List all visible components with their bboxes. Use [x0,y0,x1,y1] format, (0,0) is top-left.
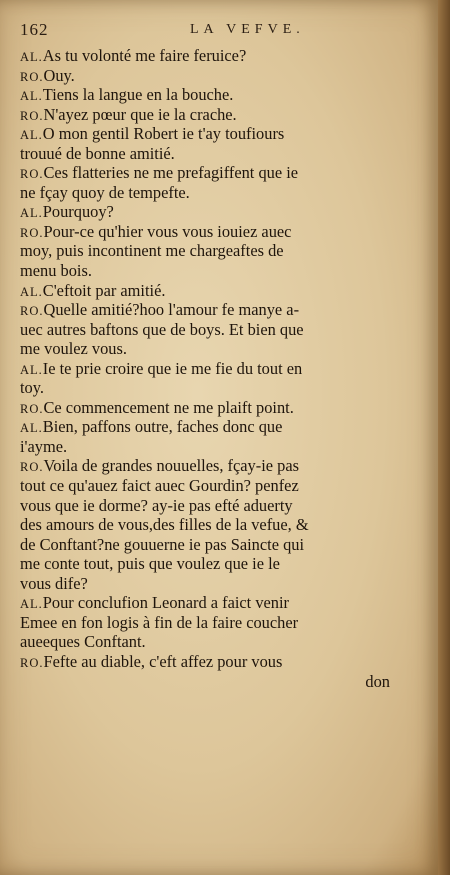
line-text: moy, puis incontinent me chargeaftes de [20,241,284,261]
line-text: vous dife? [20,573,88,593]
line-text: Pour conclufion Leonard a faict venir [42,593,290,613]
speaker-label: AL. [20,597,43,612]
speaker-label: RO. [20,225,44,240]
line-text: Pour-ce qu'hier vous vous iouiez auec [43,221,292,241]
line-text: Tiens la langue en la bouche. [42,85,234,105]
line-text: uec autres baftons que de boys. Et bien que [20,319,304,339]
line-text: N'ayez pœur que ie la crache. [43,104,237,124]
text-line [20,554,412,574]
line-text: des amours de vous,des filles de la vefue, & [20,515,309,535]
speaker-label: AL. [20,284,43,299]
text-line [20,222,412,242]
speaker-label: RO. [20,460,44,475]
text-line [20,320,412,340]
dialogue-text [20,46,412,691]
speaker-label: AL. [20,89,43,104]
text-line [20,359,412,379]
text-line [20,632,412,652]
text-line [20,398,412,418]
catchword: don [365,671,390,691]
line-text: ne fçay quoy de tempefte. [20,182,190,202]
text-line [20,456,412,476]
line-text: Ces flatteries ne me prefagiffent que ie [43,163,299,183]
line-text: Emee en fon logis à fin de la faire coucher [20,612,299,632]
line-text: Ouy. [43,65,75,85]
line-text: C'eftoit par amitié. [42,280,166,300]
text-line [20,124,412,144]
speaker-label: AL. [20,50,43,64]
speaker-label: RO. [20,69,44,84]
text-line [20,261,412,281]
text-line [20,339,412,359]
line-text: tout ce qu'auez faict auec Gourdin? penfez [20,476,299,496]
line-text: Pourquoy? [42,202,114,222]
line-text: trouué de bonne amitié. [20,143,175,163]
line-text: Voila de grandes nouuelles, fçay-ie pas [43,456,299,476]
text-line [20,378,412,398]
speaker-label: RO. [20,304,44,319]
line-text: i'ayme. [20,436,68,456]
running-title: LA VEFVE. [190,22,305,37]
page-number: 162 [20,20,49,39]
text-line [20,417,412,437]
speaker-label: RO. [20,401,44,416]
speaker-label: AL. [20,421,43,436]
speaker-label: AL. [20,128,43,143]
text-line [20,613,412,633]
book-gutter [438,0,450,875]
text-line [20,241,412,261]
line-text: menu bois. [20,261,92,281]
line-text: Ie te prie croire que ie me fie du tout en [42,358,303,378]
text-line [20,437,412,457]
text-line [20,66,412,86]
text-line [20,496,412,516]
line-text: Fefte au diable, c'eft affez pour vous [43,651,283,671]
text-line [20,183,412,203]
speaker-label: AL. [20,362,43,377]
text-line [20,515,412,535]
line-text: me voulez vous. [20,339,127,359]
text-line [20,202,412,222]
line-text: vous que ie dorme? ay-ie pas efté aduerty [20,495,293,515]
line-text: As tu volonté me faire feruice? [42,46,247,65]
line-text: de Conftant?ne gouuerne ie pas Saincte qui [20,534,305,554]
text-line [20,574,412,594]
speaker-label: RO. [20,108,44,123]
text-line [20,85,412,105]
text-line [20,535,412,555]
text-line [20,144,412,164]
text-line [20,476,412,496]
line-text: Ce commencement ne me plaift point. [43,397,294,417]
line-text: me conte tout, puis que voulez que ie le [20,554,280,574]
line-text: Bien, paffons outre, faches donc que [42,417,283,437]
text-line [20,652,412,672]
text-line [20,163,412,183]
speaker-label: RO. [20,167,44,182]
line-text: toy. [20,378,44,398]
speaker-label: RO. [20,655,44,670]
text-line [20,46,412,66]
page-header [20,20,410,42]
line-text: Quelle amitié?hoo l'amour fe manye a- [43,300,300,320]
speaker-label: AL. [20,206,43,221]
text-line [20,105,412,125]
text-line [20,593,412,613]
line-text: aueeques Conftant. [20,632,146,652]
line-text: O mon gentil Robert ie t'ay toufiours [42,124,285,144]
text-line [20,281,412,301]
text-line [20,300,412,320]
